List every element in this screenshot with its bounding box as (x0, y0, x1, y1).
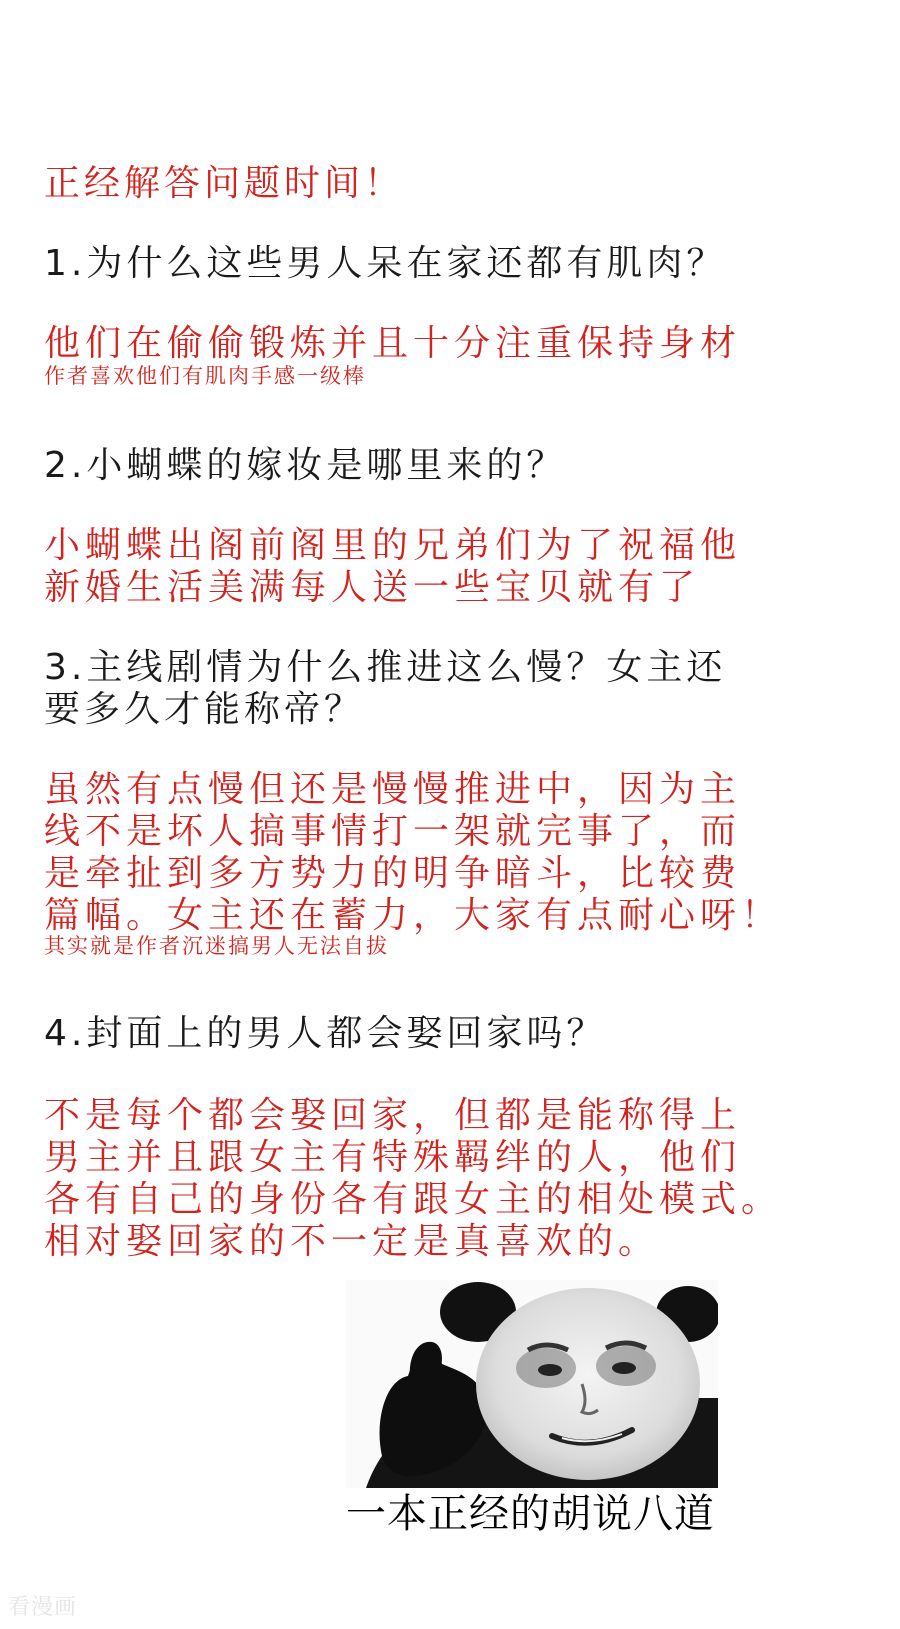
answer-2-line-2: 新婚生活美满每人送一些宝贝就有了 (44, 567, 701, 608)
answer-1-line-1: 他们在偷偷锻炼并且十分注重保持身材 (44, 323, 742, 364)
answer-2-line-1: 小蝴蝶出阁前阁里的兄弟们为了祝福他 (44, 525, 742, 566)
meme-caption: 一本正经的胡说八道 (346, 1492, 715, 1536)
answer-3-line-3: 是牵扯到多方势力的明争暗斗，比较费 (44, 853, 742, 894)
panda-thumbs-up-icon (346, 1280, 718, 1488)
author-note-1: 作者喜欢他们有肌肉手感一级棒 (44, 364, 366, 388)
answer-4-line-2: 男主并且跟女主有特殊羁绊的人，他们 (44, 1137, 742, 1178)
answer-4-line-3: 各有自己的身份各有跟女主的相处模式。 (44, 1179, 783, 1220)
question-3-line-1: 3.主线剧情为什么推进这么慢？女主还 (44, 647, 727, 688)
author-note-3: 其实就是作者沉迷搞男人无法自拔 (44, 934, 389, 958)
question-1: 1.为什么这些男人呆在家还都有肌肉？ (44, 243, 727, 284)
question-4: 4.封面上的男人都会娶回家吗？ (44, 1013, 607, 1054)
answer-3-line-4: 篇幅。女主还在蓄力，大家有点耐心呀！ (44, 895, 783, 936)
watermark: 看漫画 (8, 1595, 78, 1620)
question-2: 2.小蝴蝶的嫁妆是哪里来的？ (44, 445, 567, 486)
answer-3-line-1: 虽然有点慢但还是慢慢推进中，因为主 (44, 769, 742, 810)
answer-4-line-1: 不是每个都会娶回家，但都是能称得上 (44, 1095, 742, 1136)
answer-3-line-2: 线不是坏人搞事情打一架就完事了，而 (44, 811, 742, 852)
answer-4-line-4: 相对娶回家的不一定是真喜欢的。 (44, 1221, 660, 1262)
page-title: 正经解答问题时间！ (44, 163, 405, 204)
question-3-line-2: 要多久才能称帝？ (44, 689, 365, 730)
